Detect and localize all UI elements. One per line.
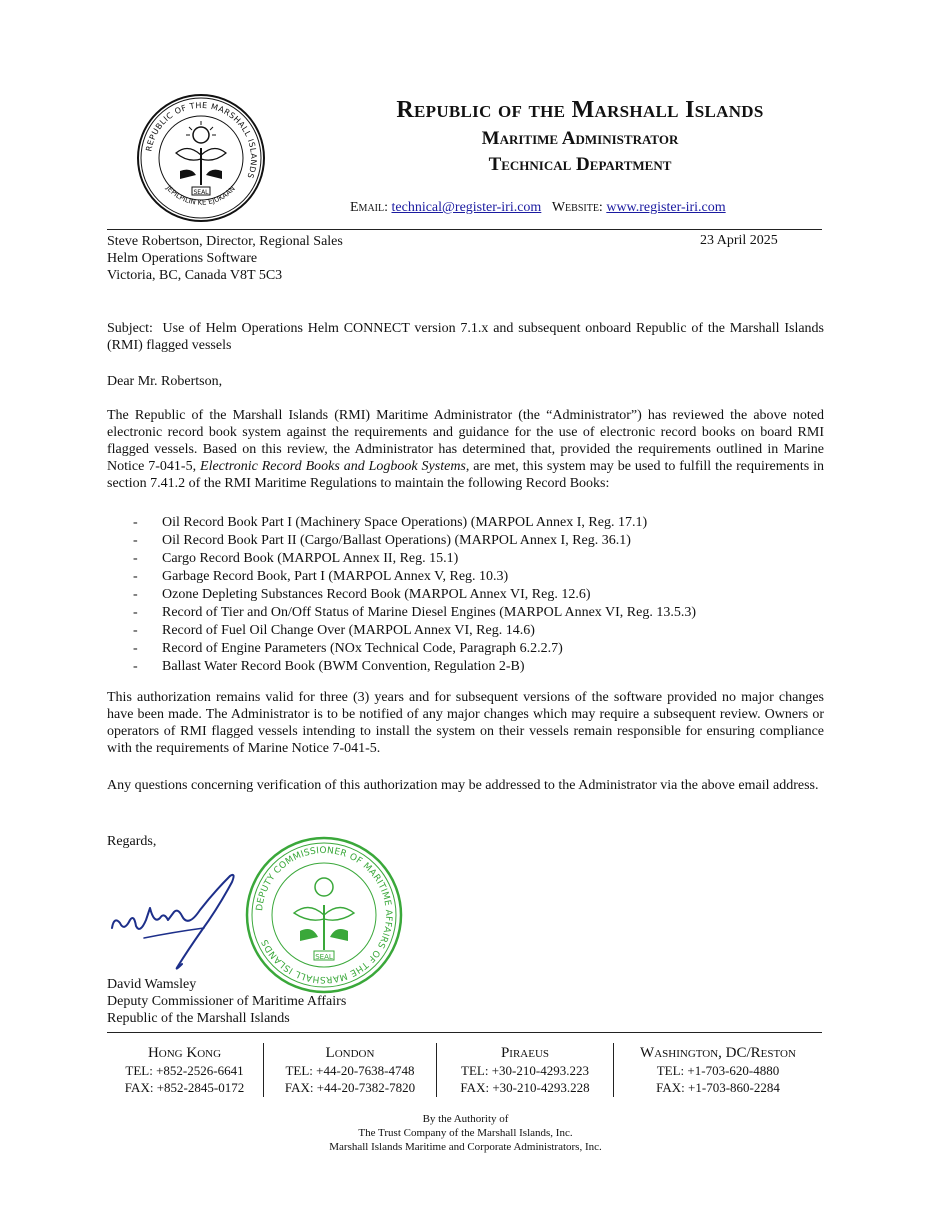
seal-center-label: SEAL (193, 189, 209, 196)
official-stamp (244, 835, 404, 995)
signatory-title: Deputy Commissioner of Maritime Affairs (107, 994, 347, 1009)
contact-line (350, 200, 726, 216)
office-city: Washington, DC/Reston (640, 1045, 796, 1061)
office-city: Piraeus (500, 1045, 550, 1061)
office-fax: FAX: +852-2845-0172 (124, 1080, 245, 1095)
list-item: - Record of Fuel Oil Change Over (MARPOL Annex VI, Reg. 14.6) (133, 623, 535, 638)
footer-line-3: Marshall Islands Maritime and Corporate Administrators, Inc. (329, 1141, 602, 1153)
list-item: - Cargo Record Book (MARPOL Annex II, Reg. 15.1) (133, 551, 459, 566)
list-item: - Oil Record Book Part II (Cargo/Ballast Operations) (MARPOL Annex I, Reg. 36.1) (133, 533, 631, 548)
footer-line-2: The Trust Company of the Marshall Islands, Inc. (358, 1127, 573, 1139)
office-washington (612, 1045, 824, 1096)
email-link[interactable]: technical@register-iri.com (391, 200, 542, 215)
authority-footer (0, 1112, 931, 1154)
seal-ring-text: REPUBLIC OF THE MARSHALL ISLANDS (144, 100, 259, 180)
office-fax: FAX: +44-20-7382-7820 (284, 1080, 416, 1095)
office-separator (263, 1043, 264, 1097)
handwritten-signature (104, 868, 254, 973)
paragraph-1-text-a: The Republic of the Marshall Islands (RMI) Maritime Administrator (the “Administrator”) has reviewed the above noted electronic record book system against the requirements and guidance for the use of electronic record books on board RMI flagged vessels. Based on this review, the Administrator has determined that, provided the requirements outlined in Marine Notice 7-041-5, (107, 408, 824, 474)
list-item: - Record of Tier and On/Off Status of Marine Diesel Engines (MARPOL Annex VI, Reg. 13.5.3) (133, 605, 697, 620)
office-fax: FAX: +30-210-4293.228 (460, 1080, 590, 1095)
list-item: - Oil Record Book Part I (Machinery Space Operations) (MARPOL Annex I, Reg. 17.1) (133, 515, 648, 530)
footer-divider (107, 1032, 822, 1033)
paragraph-3: Any questions concerning verification of this authorization may be addressed to the Administrator via the above email address. (107, 778, 819, 793)
office-city: London (325, 1045, 375, 1061)
office-london (270, 1045, 430, 1096)
subject-text: Use of Helm Operations Helm CONNECT version 7.1.x and subsequent onboard Republic of the Marshall Islands (RMI) flagged vessels (107, 321, 824, 353)
office-piraeus (440, 1045, 610, 1096)
subject-label: Subject: (107, 321, 153, 336)
list-item: - Garbage Record Book, Part I (MARPOL Annex V, Reg. 10.3) (133, 569, 509, 584)
subject (107, 320, 824, 354)
paragraph-1 (107, 407, 824, 492)
stamp-center-label: SEAL (315, 953, 333, 961)
office-tel: TEL: +852-2526-6641 (125, 1063, 244, 1078)
signatory-org: Republic of the Marshall Islands (107, 1011, 290, 1026)
letterhead-subtitle-2: Technical Department (488, 154, 672, 175)
letter-date: 23 April 2025 (700, 233, 778, 248)
letterhead-title: Republic of the Marshall Islands (396, 97, 764, 123)
office-hong-kong (107, 1045, 262, 1096)
seal-bottom-text: JEPILPILIN KE EJUKAAN (164, 184, 237, 207)
paragraph-2: This authorization remains valid for three (3) years and for subsequent versions of the software provided no major changes have been made. The Administrator is to be notified of any major changes which may require a subsequent review. Owners or operators of RMI flagged vessels intending to install the system on their vessels remain responsible for ensuring compliance with the requirements of Marine Notice 7-041-5. (107, 690, 824, 756)
signatory-name: David Wamsley (107, 977, 197, 992)
list-item: - Ballast Water Record Book (BWM Convention, Regulation 2-B) (133, 659, 525, 674)
paragraph-1-text-b: , are met, this system may be used to fulfill the requirements in section 7.41.2 of the RMI Maritime Regulations to maintain the following Record Books: (107, 459, 824, 491)
footer-line-1: By the Authority of (422, 1113, 509, 1125)
recipient-line-3: Victoria, BC, Canada V8T 5C3 (107, 268, 283, 283)
list-item: - Ozone Depleting Substances Record Book (MARPOL Annex VI, Reg. 12.6) (133, 587, 591, 602)
recipient-line-2: Helm Operations Software (107, 251, 258, 266)
record-book-list (107, 514, 696, 676)
stamp-ring-text: DEPUTY COMMISSIONER OF MARITIME AFFAIRS OF THE MARSHALL ISLANDS (255, 845, 394, 985)
paragraph-1-italic: Electronic Record Books and Logbook Systems (200, 459, 466, 474)
recipient-address (107, 233, 343, 284)
recipient-line-1: Steve Robertson, Director, Regional Sales (107, 234, 343, 249)
office-fax: FAX: +1-703-860-2284 (656, 1080, 780, 1095)
website-label: Website: (551, 200, 603, 215)
header-divider (107, 229, 822, 230)
office-tel: TEL: +44-20-7638-4748 (285, 1063, 415, 1078)
website-link[interactable]: www.register-iri.com (606, 200, 726, 215)
office-city: Hong Kong (147, 1045, 222, 1061)
salutation: Dear Mr. Robertson, (107, 374, 223, 389)
office-tel: TEL: +1-703-620-4880 (656, 1063, 780, 1078)
list-item: - Record of Engine Parameters (NOx Technical Code, Paragraph 6.2.2.7) (133, 641, 563, 656)
letterhead-subtitle-1: Maritime Administrator (481, 128, 679, 149)
email-label: Email: (350, 200, 388, 215)
signatory-block (107, 976, 346, 1027)
office-separator (436, 1043, 437, 1097)
office-tel: TEL: +30-210-4293.223 (461, 1063, 589, 1078)
rmi-seal-logo (136, 93, 266, 223)
closing: Regards, (107, 834, 157, 849)
